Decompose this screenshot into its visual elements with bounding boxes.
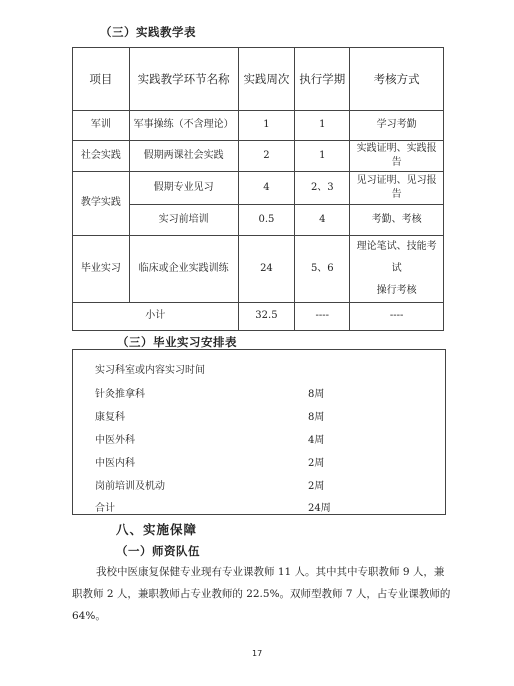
- cell-weeks: 2: [238, 141, 295, 172]
- cell-term: 2、3: [295, 172, 350, 205]
- cell-name: 实习前培训: [129, 205, 238, 236]
- dept-time: 4周: [308, 435, 325, 446]
- cell-assessment: [350, 236, 444, 303]
- subtotal-row: [73, 303, 444, 331]
- assessment-line-1: 理论笔试、技能考试: [356, 241, 437, 274]
- cell-name: 军事操练（不含理论）: [129, 111, 238, 141]
- paragraph-line: 64%。: [72, 610, 106, 622]
- cell-category: 军训: [73, 111, 130, 141]
- cell-category: 社会实践: [73, 141, 130, 172]
- practice-table-header: [73, 48, 444, 111]
- practice-table: [72, 47, 444, 331]
- dept-time: 2周: [308, 481, 325, 492]
- dept-time: 8周: [308, 389, 325, 400]
- header-category: 项目: [73, 48, 130, 111]
- cell-name: 假期两课社会实践: [129, 141, 238, 172]
- table-row: [73, 111, 444, 141]
- cell-category: 教学实践: [73, 172, 130, 236]
- cell-assessment: 见习证明、见习报告: [350, 172, 444, 205]
- cell-weeks: 0.5: [238, 205, 295, 236]
- cell-term: 1: [295, 141, 350, 172]
- subtotal-label: 小计: [73, 303, 239, 331]
- dept-name: 中医内科: [95, 458, 135, 469]
- cell-weeks: 24: [238, 236, 295, 303]
- section-title-internship-table: （三）毕业实习安排表: [117, 335, 237, 349]
- page-number: 17: [252, 649, 263, 658]
- section-title-implementation: 八、实施保障: [116, 522, 198, 537]
- cell-name: 假期专业见习: [129, 172, 238, 205]
- dept-name: 合计: [95, 503, 115, 514]
- header-weeks: 实践周次: [238, 48, 295, 111]
- cell-weeks: 1: [238, 111, 295, 141]
- header-name: 实践教学环节名称: [129, 48, 238, 111]
- dept-time: 24周: [308, 503, 331, 514]
- subtotal-assessment: ----: [350, 303, 444, 331]
- cell-assessment: 考勤、考核: [350, 205, 444, 236]
- cell-assessment: 实践证明、实践报告: [350, 141, 444, 172]
- section-title-practice-table: （三）实践教学表: [100, 25, 196, 39]
- paragraph-line: 职教师 2 人，兼职教师占专业教师的 22.5%。双师型教师 7 人，占专业课教师的: [72, 588, 451, 600]
- table-row: [73, 236, 444, 303]
- cell-assessment: 学习考勤: [350, 111, 444, 141]
- table-row: [73, 172, 444, 205]
- dept-name: 中医外科: [95, 435, 135, 446]
- paragraph-line: 我校中医康复保健专业现有专业课教师 11 人。其中其中专职教师 9 人，兼: [96, 566, 445, 578]
- assessment-line-2: 操行考核: [376, 285, 417, 296]
- cell-category: 毕业实习: [73, 236, 130, 303]
- dept-name: 针灸推拿科: [95, 389, 145, 400]
- header-assessment: 考核方式: [350, 48, 444, 111]
- subtotal-term: ----: [295, 303, 350, 331]
- dept-time: 8周: [308, 412, 325, 423]
- cell-weeks: 4: [238, 172, 295, 205]
- subsection-title-faculty: （一）师资队伍: [116, 544, 200, 558]
- cell-term: 1: [295, 111, 350, 141]
- table-row: [73, 141, 444, 172]
- dept-name: 岗前培训及机动: [95, 481, 165, 492]
- cell-term: 4: [295, 205, 350, 236]
- header-term: 执行学期: [295, 48, 350, 111]
- dept-name: 康复科: [95, 412, 125, 423]
- internship-table: [72, 349, 446, 515]
- cell-term: 5、6: [295, 236, 350, 303]
- subtotal-weeks: 32.5: [238, 303, 295, 331]
- cell-name: 临床或企业实践训练: [129, 236, 238, 303]
- dept-time: 2周: [308, 458, 325, 469]
- internship-header: 实习科室或内容实习时间: [95, 365, 205, 376]
